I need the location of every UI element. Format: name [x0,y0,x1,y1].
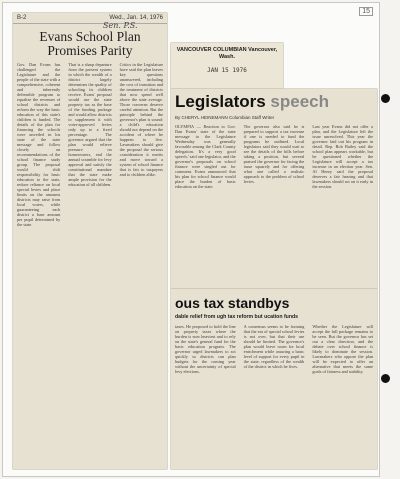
article-column: Last year Evans did not offer a plan, and the Legislature left the issue unresolved. This year the governor laid out his program in detail. Rep. Bob Bailey said the school plan appears workable, but he questioned whether the Legislature will accept a tax increase in an election year. Sen. Al Henry said the proposal deserves a fair hearing and that lawmakers should act on it early in the session. [312,123,374,189]
dateline-date: Wed., Jan. 14, 1976 [109,15,163,21]
binder-hole [381,374,390,383]
dateline-section: B-2 [17,15,27,21]
article-columns [171,124,377,189]
clipping-headline: Evans School Plan Promises Parity [39,29,141,58]
article-column: taxes. He proposed to hold the line on property taxes where the burden is now heaviest and to rely on the state's general fund for the basic education program. The governor urged lawmakers to act quickly so districts can plan budgets for the coming year without the uncertainty of special levy elections. [175,324,236,374]
clipping-lede: dable relief from ugh tax reform but ucation funds [175,314,299,320]
clipping-dateline [13,13,167,24]
article-column: Critics in the Legislature have said the plan leaves key questions unanswered, including the cost of transition and the treatment of districts that now spend well above the state average. Those concerns deserve careful attention. But the principle behind the governor's plan is sound: a child's education should not depend on the accident of where he happens to live. Lawmakers should give the proposal the serious consideration it merits and move toward a system of school finance that is fair to taxpayers and to children alike. [119,62,163,177]
newspaper-stamp [171,43,283,89]
headline-main: Legislators [175,92,266,111]
article-column: Gov. Dan Evans has challenged the Legislature and the people of the state with a comprehensive, coherent and inherently defensible program to equalize the revenues of school districts and reform the way the basic education of this state's children is funded. The details of the plan for financing the schools were unveiled in his state of the state message and follow closely on recommendations of the school finance study group. The proposal would shift responsibility for basic education to the state, reduce reliance on local special levies and place limits on the amounts districts may raise from local voters, while guaranteeing each district a base amount per pupil determined by the state. [17,62,61,227]
scrapbook-page [2,2,380,477]
clipping-legislators-speech [171,89,377,289]
article-column: Whether the Legislature will accept the full package remains to be seen. But the governor has set out a clear direction, and the debate over school finance is likely to dominate the session. Lawmakers who oppose the plan will be expected to offer an alternative that meets the same goals of fairness and stability. [312,324,374,374]
article-column: OLYMPIA — Reaction to Gov. Dan Evans' state of the state message to the Legislature Wednesday was generally favorable among the Clark County delegation. It's a very good speech,' said one legislator, and the governor's proposals on school finance were singled out for comment. Evans announced that his plan for school finance would place the burden of basic education on the state. [175,123,236,189]
binder-hole [381,94,390,103]
clipping-headline [171,89,385,115]
newspaper-name: VANCOUVER COLUMBIAN Vancouver, Wash. [176,47,278,60]
byline: By CHERYL HEINEMANN Columbian Staff Writer [175,115,275,120]
article-column: A consensus seems to be forming that the era of special school levies is not over, but that their use should be limited. The governor's plan would leave room for local enrichment while assuring a basic level of support for every pupil in the state, regardless of the wealth of the district in which he lives. [243,324,305,369]
headline-area [171,89,377,115]
article-column: That is a sharp departure from the present system in which the wealth of a district largely determines the quality of schooling its children receive. Evans' proposal would use the state property tax as the base of the funding package and would allow districts to supplement it with voter-approved levies only up to a fixed percentage. The governor argued that the plan would relieve pressure on homeowners, end the annual scramble for levy approval and satisfy the constitutional mandate that the state make ample provision for the education of all children. [68,62,112,187]
article-columns [13,62,167,227]
page-number: 15 [359,7,373,16]
headline-tail: speech [265,92,330,111]
handwritten-note: Sen. P.S. [103,21,138,30]
clipping-evans-school-plan [13,13,167,469]
stamp-date: JAN 15 1976 [207,67,247,74]
clipping-headline: ous tax standbys [175,295,290,311]
article-column: The governor also said he is prepared to support a tax increase if one is needed to fund the programs he outlined. Local legislators said they would wait to see the details of the bills before taking a position, but several praised the governor for facing the issue squarely and for offering what one called a realistic approach to the problem of school levies. [243,123,305,184]
article-columns [171,324,377,374]
clipping-tax-standbys [171,289,377,469]
